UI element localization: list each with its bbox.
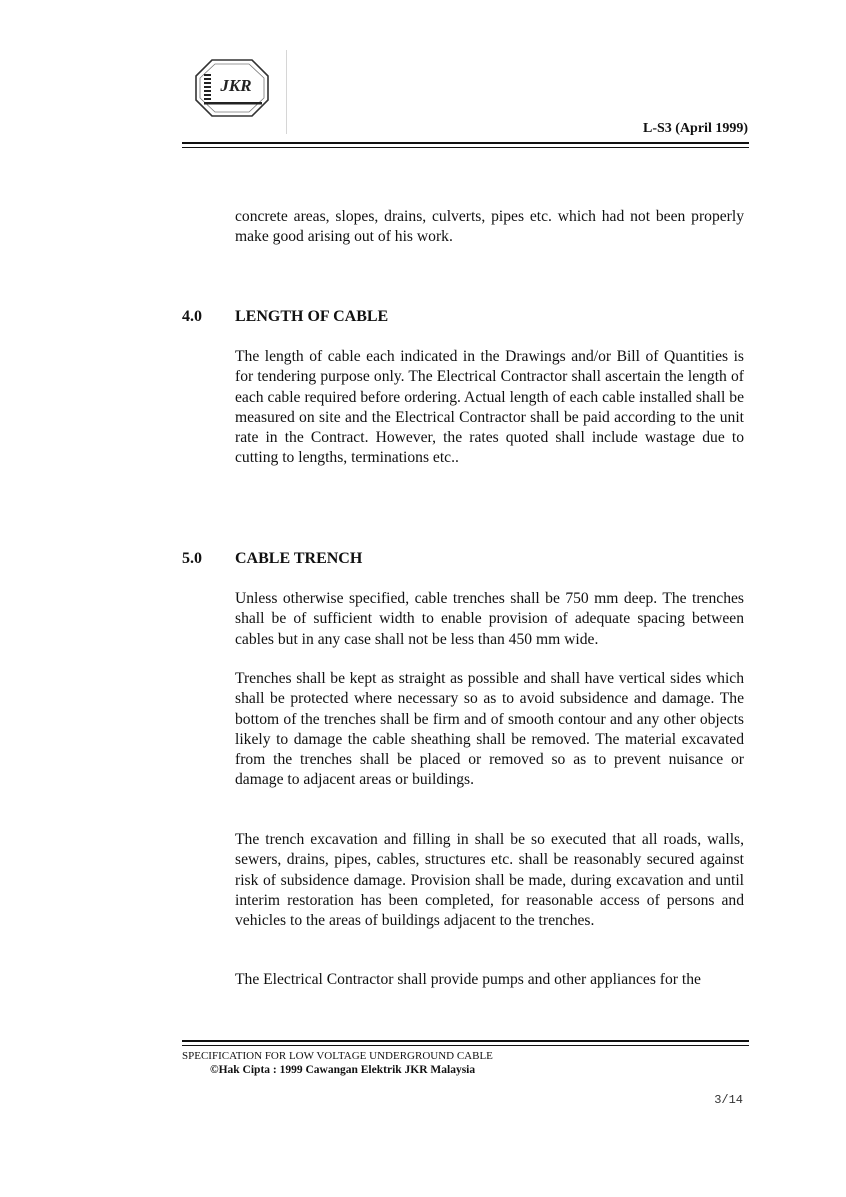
header-rule xyxy=(182,142,749,144)
logo-text: JKR xyxy=(220,76,252,95)
section-number-4: 4.0 xyxy=(182,308,202,325)
footer-spec-title: SPECIFICATION FOR LOW VOLTAGE UNDERGROUND CABLE xyxy=(182,1050,493,1062)
section-5-paragraph-2: Trenches shall be kept as straight as possible and shall have vertical sides which shall be protected where necessary so as to avoid subsidence and damage. The bottom of the trenches shall be firm and of smooth contour and any other objects likely to damage the cable sheathing shall be removed. The material excavated from the trenches shall be placed or removed so as to prevent nuisance or damage to adjacent areas or buildings. xyxy=(235,670,744,789)
footer-rule-thin xyxy=(182,1045,749,1046)
footer-copyright: ©Hak Cipta : 1999 Cawangan Elektrik JKR Malaysia xyxy=(210,1064,476,1076)
document-reference: L-S3 (April 1999) xyxy=(643,121,748,136)
page-number: 3/14 xyxy=(714,1093,743,1107)
section-5-paragraph-4: The Electrical Contractor shall provide pumps and other appliances for the xyxy=(235,971,701,988)
header-divider xyxy=(286,50,287,134)
jkr-logo xyxy=(194,58,270,118)
continued-paragraph: concrete areas, slopes, drains, culverts, pipes etc. which had not been properly make good arising out of his work. xyxy=(235,208,744,246)
section-4-paragraph-1: The length of cable each indicated in the Drawings and/or Bill of Quantities is for tendering purpose only. The Electrical Contractor shall ascertain the length of each cable required before ordering. Actual length of each cable installed shall be measured on site and the Electrical Contractor shall be paid according to the unit rate in the Contract. However, the rates quoted shall include wastage due to cutting to lengths, terminations etc.. xyxy=(235,348,744,467)
header-rule-thin xyxy=(182,147,749,148)
section-number-5: 5.0 xyxy=(182,550,202,567)
section-title-4: LENGTH OF CABLE xyxy=(235,308,389,325)
section-title-5: CABLE TRENCH xyxy=(235,550,363,567)
section-5-paragraph-1: Unless otherwise specified, cable trenches shall be 750 mm deep. The trenches shall be of sufficient width to enable provision of adequate spacing between cables but in any case shall not be less than 450 mm wide. xyxy=(235,590,744,648)
section-5-paragraph-3: The trench excavation and filling in shall be so executed that all roads, walls, sewers, drains, pipes, cables, structures etc. shall be reasonably secured against risk of subsidence damage. Provision shall be made, during excavation and until interim restoration has been completed, for reasonable access of persons and vehicles to the areas of buildings adjacent to the trenches. xyxy=(235,831,744,930)
footer-rule xyxy=(182,1040,749,1042)
